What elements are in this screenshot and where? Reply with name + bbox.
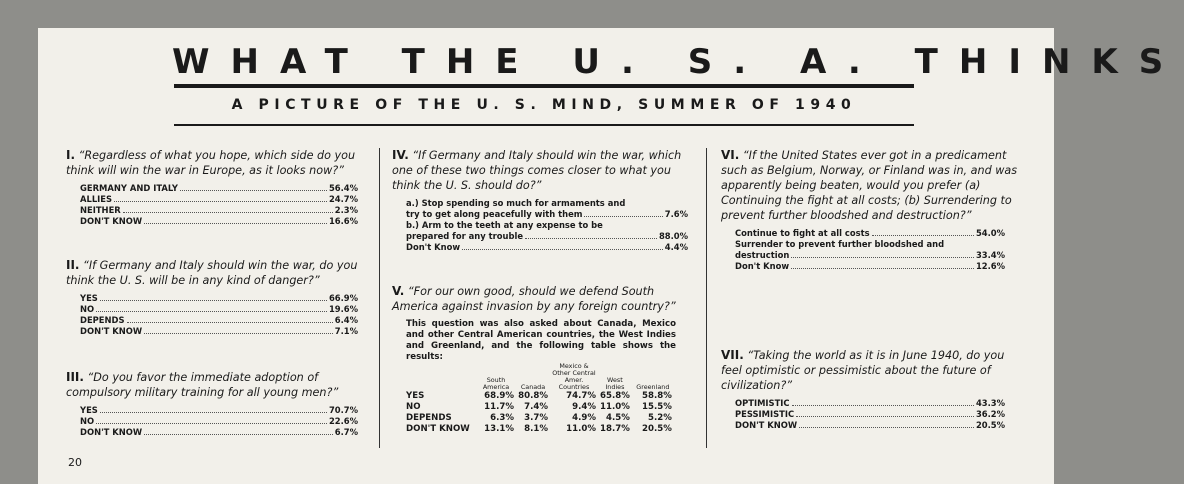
column-divider-2 xyxy=(706,148,707,448)
question-7 xyxy=(721,348,1021,431)
question-5-table xyxy=(406,363,674,435)
column-divider-1 xyxy=(379,148,380,448)
result-row: DON'T KNOW 20.5% xyxy=(735,420,1005,430)
result-row: DON'T KNOW 7.1% xyxy=(80,326,358,336)
question-4-text: IV. “If Germany and Italy should win the war, which one of these two things comes closer to what you think the U. S. should do?” xyxy=(392,148,682,192)
result-row: NEITHER 2.3% xyxy=(80,205,358,215)
option-line: Surrender to prevent further bloodshed and xyxy=(735,239,945,249)
question-1-text: I. “Regardless of what you hope, which side do you think will win the war in Europe, as it looks now?” xyxy=(66,148,356,177)
result-row: Don't Know 4.4% xyxy=(406,242,688,252)
column-header: Greenland xyxy=(636,383,670,391)
column-header: Mexico & Other Central Amer. Countries xyxy=(552,362,596,391)
result-row: try to get along peacefully with them 7.6% xyxy=(406,209,688,219)
result-row: prepared for any trouble 88.0% xyxy=(406,231,688,241)
result-row: YES 66.9% xyxy=(80,293,358,303)
question-6-text: VI. “If the United States ever got in a predicament such as Belgium, Norway, or Finland was in, and was apparently being beaten, would you prefer (a) Continuing the fight at all costs; (b) Surrendering to prevent further bloodshed and destruction?” xyxy=(721,148,1018,222)
table-row: YES 68.9% 80.8% 74.7% 65.8% 58.8% xyxy=(406,391,672,401)
question-5 xyxy=(392,284,694,435)
question-2 xyxy=(66,258,366,337)
page-subtitle: A PICTURE OF THE U. S. MIND, SUMMER OF 1940 xyxy=(231,97,857,113)
result-row: Don't Know 12.6% xyxy=(735,261,1005,271)
question-5-text: V. “For our own good, should we defend South America against invasion by any foreign country?” xyxy=(392,284,676,313)
question-3-results xyxy=(80,405,358,438)
result-row: NO 19.6% xyxy=(80,304,358,314)
table-row: DON'T KNOW 13.1% 8.1% 11.0% 18.7% 20.5% xyxy=(406,424,672,434)
question-3-text: III. “Do you favor the immediate adoption of compulsory military training for all young men?” xyxy=(66,370,339,399)
page-number: 20 xyxy=(68,456,82,469)
result-row: YES 70.7% xyxy=(80,405,358,415)
question-2-results xyxy=(80,293,358,337)
question-3 xyxy=(66,370,366,438)
result-row: Continue to fight at all costs 54.0% xyxy=(735,228,1005,238)
question-1-results xyxy=(80,183,358,227)
result-row: NO 22.6% xyxy=(80,416,358,426)
result-row: PESSIMISTIC 36.2% xyxy=(735,409,1005,419)
page-title: WHAT THE U. S. A. THINKS xyxy=(172,42,1184,82)
title-rule-bottom xyxy=(174,124,914,126)
column-header: West Indies xyxy=(605,376,625,391)
result-row: OPTIMISTIC 43.3% xyxy=(735,398,1005,408)
question-7-text: VII. “Taking the world as it is in June 1940, do you feel optimistic or pessimistic about the future of civilization?” xyxy=(721,348,1005,392)
question-6-results xyxy=(735,228,1005,272)
question-7-results xyxy=(735,398,1005,431)
title-rule-top xyxy=(174,84,914,88)
column-header: Canada xyxy=(520,383,546,391)
result-row: DON'T KNOW 6.7% xyxy=(80,427,358,437)
result-row: DON'T KNOW 16.6% xyxy=(80,216,358,226)
result-row: DEPENDS 6.4% xyxy=(80,315,358,325)
question-4-results xyxy=(406,198,688,253)
option-a-line: a.) Stop spending so much for armaments and xyxy=(406,198,626,208)
question-2-text: II. “If Germany and Italy should win the war, do you think the U. S. will be in any kind of danger?” xyxy=(66,258,358,287)
table-header-row xyxy=(406,363,674,391)
option-b-line: b.) Arm to the teeth at any expense to be xyxy=(406,220,603,230)
table-row: NO 11.7% 7.4% 9.4% 11.0% 15.5% xyxy=(406,402,672,412)
result-row: ALLIES 24.7% xyxy=(80,194,358,204)
column-header: South America xyxy=(482,376,510,391)
question-4 xyxy=(392,148,694,253)
magazine-page xyxy=(38,28,1184,484)
result-row: destruction 33.4% xyxy=(735,250,1005,260)
question-6 xyxy=(721,148,1021,272)
question-1 xyxy=(66,148,366,227)
result-row: GERMANY AND ITALY 56.4% xyxy=(80,183,358,193)
question-5-note: This question was also asked about Canada, Mexico and other Central American countries, the West Indies and Greenland, and the following table shows the results: xyxy=(406,319,676,362)
table-row: DEPENDS 6.3% 3.7% 4.9% 4.5% 5.2% xyxy=(406,413,672,423)
